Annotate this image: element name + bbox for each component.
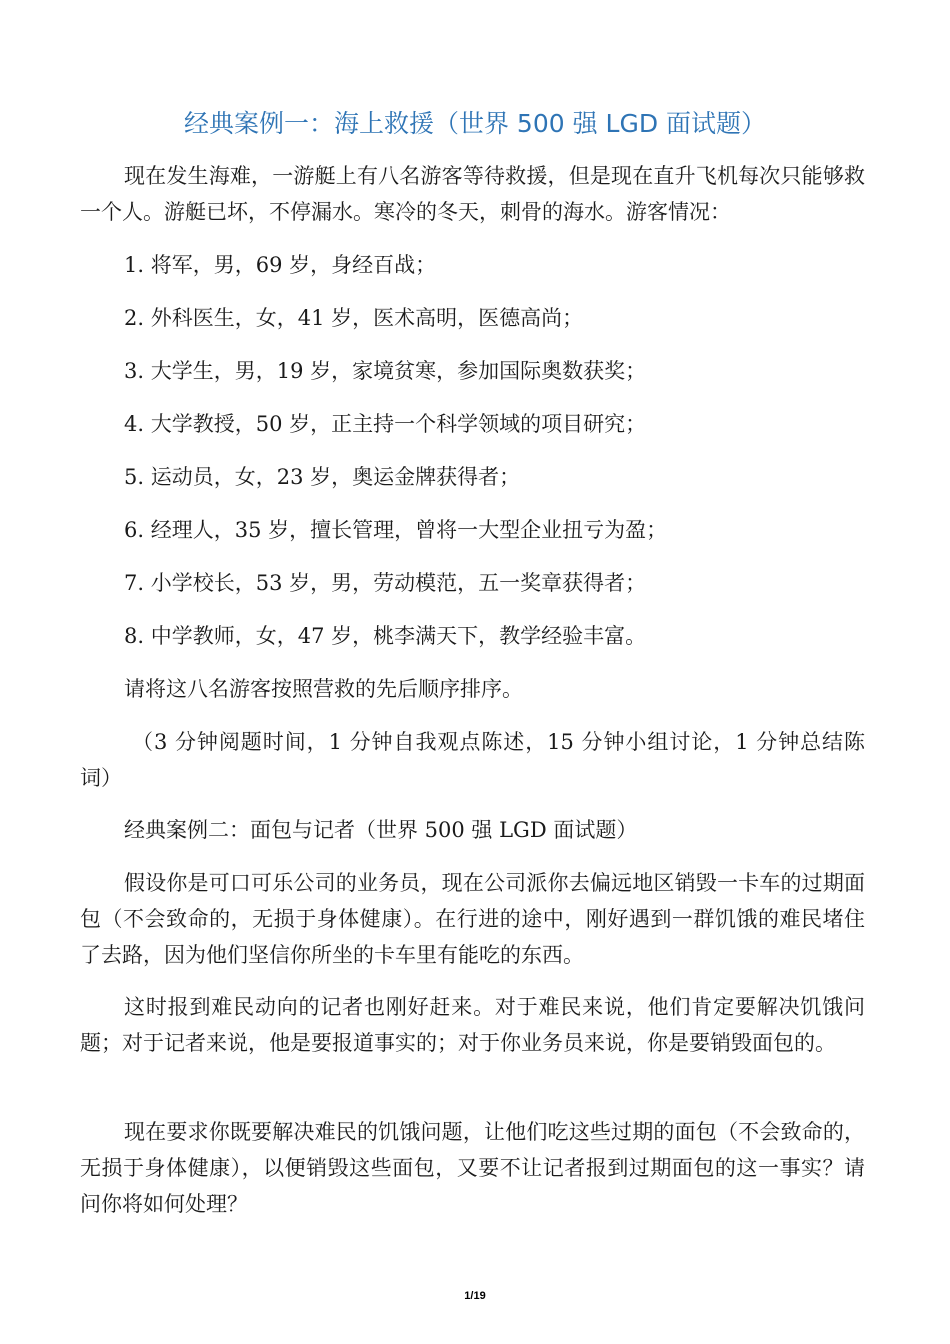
list-item: 7. 小学校长，53 岁，男，劳动模范，五一奖章获得者；	[124, 571, 647, 595]
case2-paragraph-1: 假设你是可口可乐公司的业务员，现在公司派你去偏远地区销毁一卡车的过期面包（不会致命的，无损于身体健康）。在行进的途中，刚好遇到一群饥饿的难民堵住了去路，因为他们坚信你所坐的卡车里有能吃的东西。	[80, 871, 865, 967]
case2-paragraph-2: 这时报到难民动向的记者也刚好赶来。对于难民来说，他们肯定要解决饥饿问题；对于记者来说，他是要报道事实的；对于你业务员来说，你是要销毁面包的。	[80, 995, 865, 1055]
list-item: 4. 大学教授，50 岁，正主持一个科学领域的项目研究；	[124, 412, 647, 436]
page-number: 1/19	[464, 1290, 486, 1302]
list-item: 8. 中学教师，女，47 岁，桃李满天下，教学经验丰富。	[124, 624, 647, 648]
case1-title: 经典案例一：海上救援（世界 500 强 LGD 面试题）	[183, 109, 767, 138]
case1-question: 请将这八名游客按照营救的先后顺序排序。	[124, 677, 523, 701]
list-item: 3. 大学生，男，19 岁，家境贫寒，参加国际奥数获奖；	[124, 359, 647, 383]
case2-paragraph-3: 现在要求你既要解决难民的饥饿问题，让他们吃这些过期的面包（不会致命的，无损于身体健康），以便销毁这些面包，又要不让记者报到过期面包的这一事实？请问你将如何处理？	[80, 1120, 865, 1216]
case1-timing: （3 分钟阅题时间，1 分钟自我观点陈述，15 分钟小组讨论，1 分钟总结陈词）	[80, 730, 865, 790]
list-item: 2. 外科医生，女，41 岁，医术高明，医德高尚；	[124, 306, 584, 330]
list-item: 1. 将军，男，69 岁，身经百战；	[124, 253, 437, 277]
list-item: 5. 运动员，女，23 岁，奥运金牌获得者；	[124, 465, 521, 489]
list-item: 6. 经理人，35 岁，擅长管理，曾将一大型企业扭亏为盈；	[124, 518, 668, 542]
case2-heading: 经典案例二：面包与记者（世界 500 强 LGD 面试题）	[124, 818, 638, 842]
case1-intro: 现在发生海难，一游艇上有八名游客等待救援，但是现在直升飞机每次只能够救一个人。游艇已坏，不停漏水。寒冷的冬天，刺骨的海水。游客情况：	[80, 164, 865, 224]
